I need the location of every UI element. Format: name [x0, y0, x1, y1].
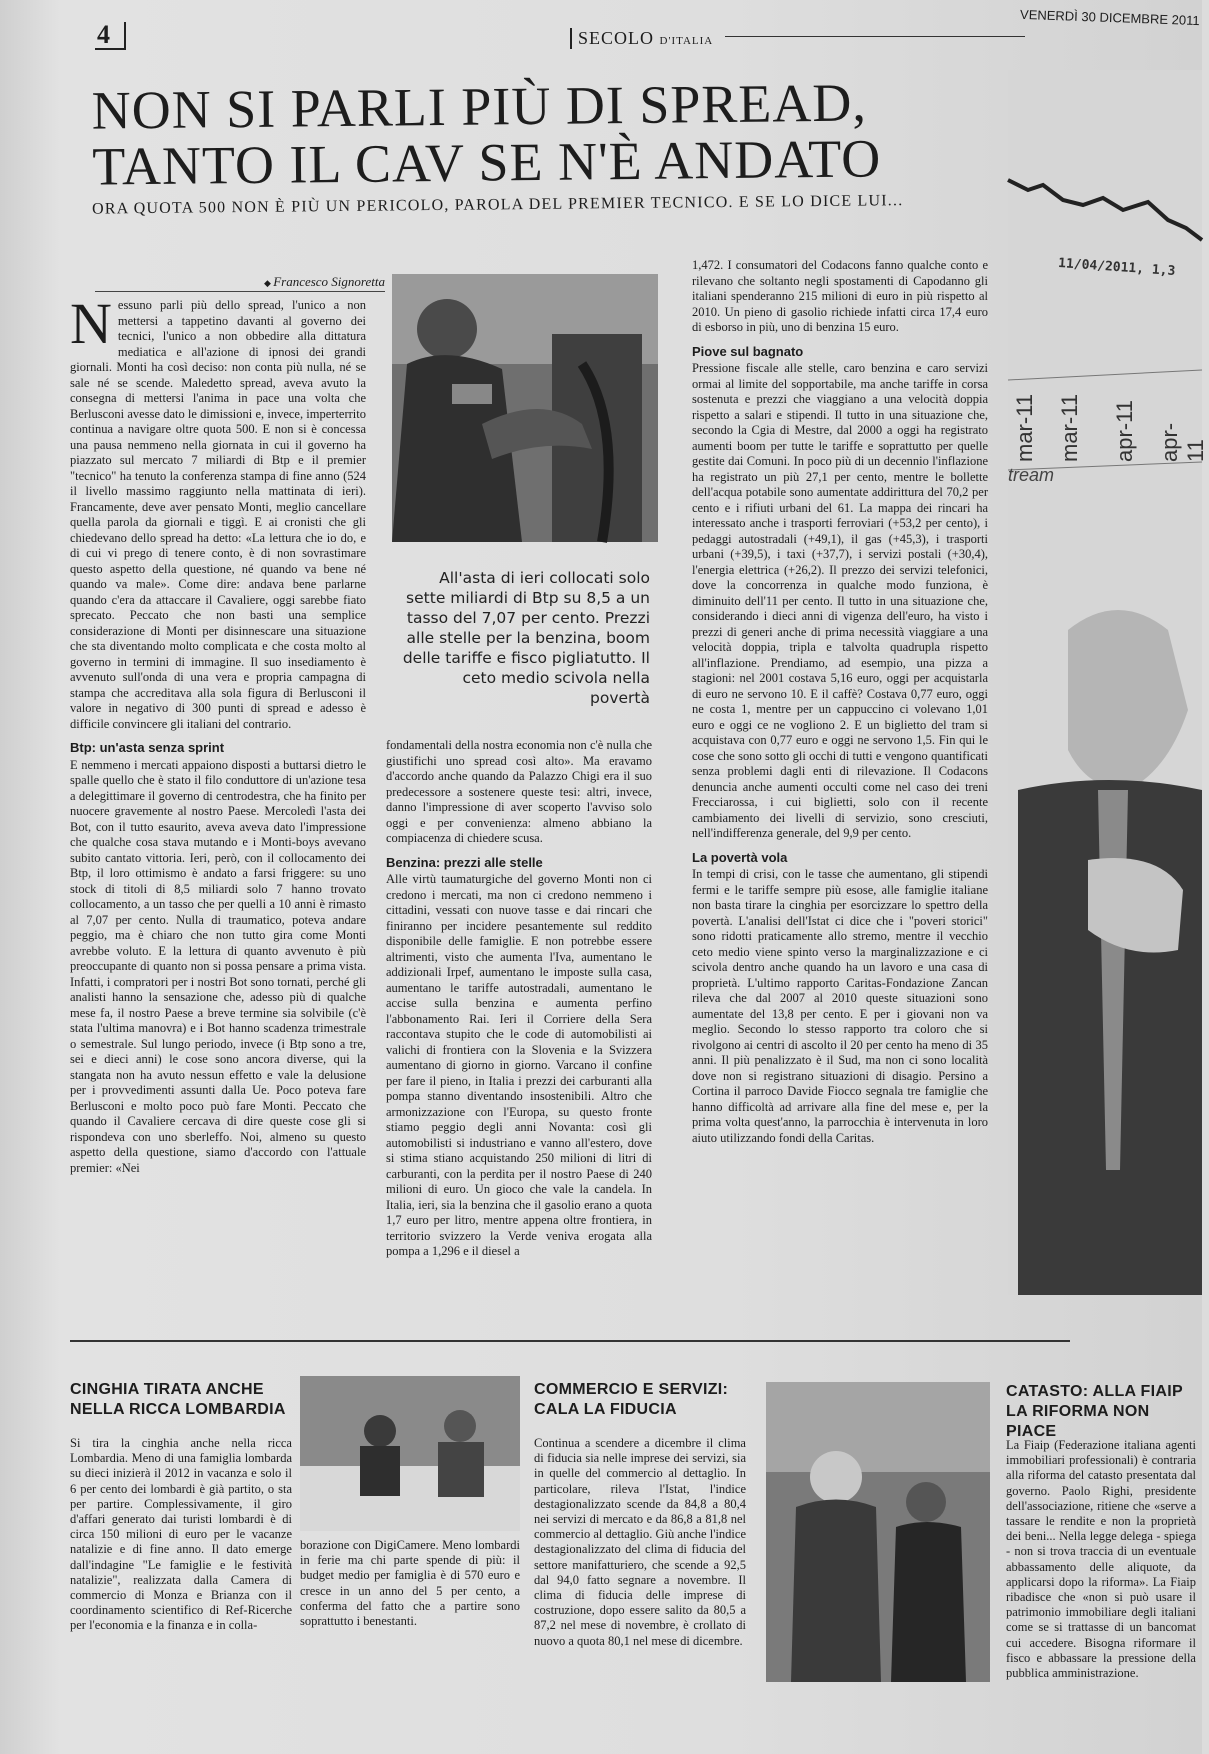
article-byline: ◆ Francesco Signoretta [95, 274, 385, 292]
shoppers-photo [766, 1382, 990, 1682]
box-text-catasto: La Fiaip (Federazione italiana agenti immobiliari professionali) è contraria alla riforma del catasto presentata dal governo. Paolo Righi, presidente dell'associazione, ritiene che «serve a tassare le rendite e non la proprietà dei beni... Nella legge delega - spiega - non si trova traccia di un eventuale abbassamento delle aliquote, da applicarsi dopo la riforma». La Fiaip ribadisce che «non si può usare il patrimonio immobiliare degli italiani come se si trattasse di un bancomat cui accedere. Bisogna riformare il fisco e abbassare la pressione della pubblica amministrazione. [1006, 1438, 1196, 1681]
article-headline: NON SI PARLI PIÙ DI SPREAD, TANTO IL CAV SE N'È ANDATO [91, 72, 882, 197]
chart-brand: tream [1008, 465, 1055, 485]
page-number: 4 [95, 22, 126, 50]
article-paragraph: fondamentali della nostra economia non c'è nulla che giustifichi uno spread così alto». Ma eravamo d'accordo anche quando da Palazzo Chigi era il suo predecessore a sostenere queste tesi: altri, invece, danno l'impressione di aver scoperto l'avviso solo oggi e per convenienza: almeno abbiano la compiacenza di chiedere scusa. [386, 738, 652, 845]
chart-month-label: mar-11 [1057, 393, 1082, 462]
box-text-commercio: Continua a scendere a dicembre il clima di fiducia sia nelle imprese dei servizi, sia in quelle del commercio al dettaglio. In particolare, rileva l'Istat, l'indice destagionalizzato scende da 84,8 a 80,4 nei servizi di mercato e da 86,8 a 81,8 nel commercio al dettaglio. Giù anche l'indice destagionalizzato del clima di fiducia del settore manifatturiero, che scende a 92,5 dal 94,0 fatto segnare a novembre. Il clima di fiducia delle imprese di costruzione, dopo essere salito da 80,5 a 87,2 nel mese di novembre, è crollato di nuovo a quota 80,1 nel mese di dicembre. [534, 1436, 746, 1648]
fuel-pump-photo [392, 274, 658, 542]
article-paragraph: In tempi di crisi, con le tasse che aumentano, gli stipendi fermi e le tariffe sempre più esose, alle famiglie italiane non basta tirare la cinghia per esorcizzare lo spettro della povertà. L'analisi dell'Istat ci dice che i "poveri storici" sono ridotti praticamente allo stremo, mentre il vecchio ceto medio viene spinto verso la marginalizzazione e ci scivola dentro anche quando ha un lavoro e una casa di proprietà. L'ultimo rapporto Caritas-Fondazione Zancan rileva che dal 2007 al 2010 queste situazioni sono aumentate del 13,8 per cento. E per i giovani non va meglio. Secondo lo stesso rapporto tra coloro che si rivolgono ai centri di ascolto il 20 per cento ha meno di 35 anni. Il più penalizzato è il Sud, ma non ci sono località dove non si registrano situazioni di disagio. Persino a Cortina il parroco Davide Fiocco segnala tre famiglie che hanno difficoltà ad arrivare alla fine del mese e, per la prima volta quest'anno, la parrocchia è intervenuta in loro aiuto utilizzando fondi della Caritas. [692, 867, 988, 1145]
pull-quote-text: All'asta di ieri collocati solo sette miliardi di Btp su 8,5 a un tasso del 7,07 per cento. Prezzi alle stelle per la benzina, boom delle tariffe e fisco pigliatutto. Il ceto medio scivola nella povertà [402, 569, 650, 707]
section-heading: Benzina: prezzi alle stelle [386, 854, 543, 870]
section-heading: Btp: un'asta senza sprint [70, 740, 225, 755]
drop-cap: N [70, 291, 112, 356]
chart-month-label: mar-11 [1012, 393, 1037, 462]
article-subhead: ORA QUOTA 500 NON È PIÙ UN PERICOLO, PAROLA DEL PREMIER TECNICO. E SE LO DICE LUI... [91, 192, 904, 218]
chart-date-label: 11/04/2011, 1,3 [1057, 255, 1176, 280]
chart-month-label: apr-11 [1157, 422, 1208, 462]
chart-month-axis [1012, 370, 1208, 470]
spread-chart-graphic [1008, 70, 1202, 1295]
box-title-lombardia: CINGHIA TIRATA ANCHE NELLA RICCA LOMBARDIA [70, 1381, 286, 1418]
ski-photo [300, 1376, 520, 1531]
box-text-lombardia-b: borazione con DigiCamere. Meno lombardi in ferie ma chi parte spende di più: il budget medio per famiglia è di 570 euro e cresce in un anno del 5 per cento, a conferma del fatto che a partire sono soprattutto i benestanti. [300, 1538, 520, 1629]
section-divider [70, 1340, 1070, 1342]
article-paragraph: Alle virtù taumaturgiche del governo Monti non ci credono i mercati, ma non ci credono nemmeno i cittadini, vessati con nuove tasse e dai rincari che finiranno per incidere pesantemente sul reddito disponibile delle famiglie. E non potrebbe essere altrimenti, visto che aumenta l'Iva, aumentano le addizionali Irpef, aumentano le imposte sulla casa, aumentano le tariffe autostradali, aumentano le accise sulla benzina e aumenta perfino l'abbonamento Rai. Ieri il Corriere della Sera raccontava stupito che le code di automobilisti ai valichi di frontiera con la Slovenia e la Svizzera aumentano di giorno in giorno. Varcano il confine per fare il pieno, in Italia i prezzi dei carburanti alla pompa stanno diventando insostenibili. Altro che armonizzazione con l'Europa, su questo fronte stiamo peggio degli anni Novanta: così gli automobilisti si industriano e vanno all'estero, dove si stima stiano acquistando 250 milioni di litri di carburanti, con la perdita per il nostro Paese di 240 milioni di euro. Un gioco che vale la candela. In Italia, ieri, sia la benzina che il gasolio erano a quota 1,7 euro per litro, mentre appena oltre frontiera, in territorio svizzero la Verde veniva erogata alla pompa a 1,296 e il diesel a [386, 872, 652, 1258]
paper-name-main: SECOLO [578, 28, 655, 48]
article-paragraph: E nemmeno i mercati appaiono disposti a buttarsi dietro le spalle quello che è stato il filo conduttore di un'azione tesa a delegittimare il governo di centrodestra, che ha finito per nuocere gravemente al nostro Paese. Mercoledì l'asta dei Bot, con il tutto esaurito, aveva aveva dato l'impressione che qualche cosa stava mutando e i Monti-boys avevano subito cantato vittoria. Ieri, però, con il collocamento dei Btp, il loro ottimismo è andato a farsi friggere: su uno stock di titoli di 8,5 miliardi solo 7 hanno trovato collocamento, a un tasso che per quelli a 10 anni è rimasto al 7,07 per cento. Nulla di traumatico, poteva andare peggio, ma è chiaro che non tutto gira come Monti avrebbe voluto. E la lettura di quanto avvenuto è più preoccupante di quanto non si possa pensare a prima vista. Infatti, i compratori per i nostri Bot sono tornati, perché gli analisti hanno la sensazione che, adesso più di qualche mese fa, il nostro Paese a breve termine sia solvibile (c'è stata l'ultima manovra) e i Bot hanno scadenza trimestrale o semestrale. Sul lungo periodo, invece (i Btp sono a tre, sei e dieci anni) le cose sono ancora diverse, qui la stangata non ha avuto nessun effetto e vale la delusione per i provvedimenti assunti dalla Ue. Poco poteva fare Berlusconi e molto poco può fare Monti. Peccato che quando il Cavaliere cercava di dire queste cose gli si rispondeva con uno sberleffo. Noi, almeno su questo aspetto della questione, siamo d'accordo con l'attuale premier: «Nei [70, 757, 366, 1175]
article-paragraph: 1,472. I consumatori del Codacons fanno qualche conto e rilevano che soltanto negli spostamenti di Capodanno gli italiani spenderanno 215 milioni di euro in più rispetto al 2010. Un pieno di gasolio richiede infatti circa 17,4 euro di esborso in più, uno di benzina 15 euro. [692, 258, 988, 334]
newspaper-name [570, 28, 713, 49]
section-heading: La povertà vola [692, 849, 788, 865]
issue-date: VENERDÌ 30 DICEMBRE 2011 [1019, 6, 1200, 29]
article-paragraph: Pressione fiscale alle stelle, caro benzina e caro servizi ormai al limite del sopportabile, ma anche tariffe in corsa sostenuta e prezzi che viaggiano a una velocità doppia rispetto a salari e stipendi. Il tutto in una situazione che, secondo la Cgia di Mestre, dal 2000 a oggi ha registrato aumenti boom per tutte le tariffe e soprattutto per quelle gestite dai Comuni. In poco più di un decennio l'inflazione ha registrato un più 27,1 per cento, mentre le bollette dell'acqua potabile sono aumentate addirittura del 70,2 per cento e i rifiuti urbani del 61. La mappa dei rincari ha interessato anche i trasporti ferroviari (+53,2 per cento), i pedaggi autostradali (+49,1), il gas (+45,3), i trasporti urbani (+39,5), i taxi (+37,7), i servizi postali (+30,4), l'energia elettrica (+26,2). Il prezzo dei servizi telefonici, dove la concorrenza in qualche modo funziona, è diminuito dell'11 per cento. Il tutto in una situazione che, considerando i dieci anni di vigenza dell'euro, ha visto i prezzi di generi anche di prima necessità viaggiare a una velocità doppia, tripla e talvolta quadrupla rispetto all'inflazione. Prendiamo, ad esempio, una pizza a stagioni: nel 2001 costava 5,16 euro, oggi per acquistarla di euro ne servono 10. E il caffè? Costava 0,77 euro, oggi ne costa 1, mentre per un cappuccino ci volevano 1,01 euro e oggi ce ne vogliono 2. E un biglietto del tram si acquistava con 0,77 euro e oggi ne servono 1,5. Fin qui le cose che sono sotto gli occhi di tutti e vengono quantificati senza problemi dagli enti di rilevazione. Il Codacons denuncia anche aumenti occulti come nel caso dei treni Frecciarossa, i cui biglietti, solo con il recente cambiamento dei livelli di servizio, sono cresciuti, nell'indifferenza generale, del 9,9 per cento. [692, 361, 988, 840]
box-title-commercio: COMMERCIO E SERVIZI: CALA LA FIDUCIA [534, 1381, 729, 1418]
section-heading: Piove sul bagnato [692, 343, 804, 359]
chart-month-label: apr-11 [1112, 400, 1137, 462]
article-column-3 [692, 258, 988, 1154]
box-title-catasto: CATASTO: ALLA FIAIP LA RIFORMA NON PIACE [1006, 1383, 1183, 1440]
spread-chart-strip [1008, 70, 1208, 1295]
paper-name-suffix: D'ITALIA [659, 35, 714, 47]
article-column-2 [386, 738, 652, 1268]
article-paragraph: Nessuno parli più dello spread, l'unico a non mettersi a tappetino davanti al governo dei tecnici, l'unico a non obbedire alla dittatura mediatica e all'azione di ipnosi dei grandi giornali. Monti ha così deciso: non conta più nulla, né se sale né se scende. Maledetto spread, aveva avuto la consegna di mettersi l'anima in pace una volta che Berlusconi avesse dato le dimissioni e, invece, imperterrito continua a navigare oltre quota 500. E non si è concessa una pausa nemmeno nella giornata in cui il governo ha piazzato sul mercato 7 miliardi di Btp e il premier "tecnico" ha tenuto la conferenza stampa di fine anno (524 il livello massimo raggiunto nella mattinata di ieri). Francamente, deve aver pensato Monti, meglio cancellare quella parola da giornali e tiggì. E ai cronisti che gli chiedevano dello spread ha detto: «La lettura che io do, e di cui vi prego di tenere conto, è di non sovrastimare questo aspetto della questione, né quando va bene né quando va male». Come dire: andava bene parlarne quando c'era da attaccare il Cavaliere, oggi sarebbe fiato sprecato. Peccato che non basti una semplice considerazione di Monti per disinnescare una situazione che sta diventando molto complicata e che costa molto al governo in termini di immagine. Il suo insediamento è avvenuto sull'onda di una vera e propria campagna di stampa che accreditava alla sola figura di Berlusconi il valore in negativo di 300 punti di spread e adesso è difficile convincere gli italiani del contrario. [70, 291, 366, 731]
pull-quote [400, 568, 650, 708]
box-text-lombardia-a: Si tira la cinghia anche nella ricca Lombardia. Meno di una famiglia lombarda su dieci inizierà il 2012 in vacanza e solo il 6 per cento dei lombardi è già partito, o sta per partire. Complessivamente, il giro d'affari generato dai turisti lombardi è di circa 150 milioni di euro per le vacanze natalizie e di fine anno. Il dato emerge dall'indagine "Le famiglie e le festività natalizie", realizzata dalla Camera di commercio di Monza e Brianza con il coordinamento scientifico di Ref-Ricerche per l'economia e la finanza e in colla- [70, 1436, 292, 1633]
article-column-1 [70, 291, 366, 1184]
header-rule [725, 36, 1025, 37]
